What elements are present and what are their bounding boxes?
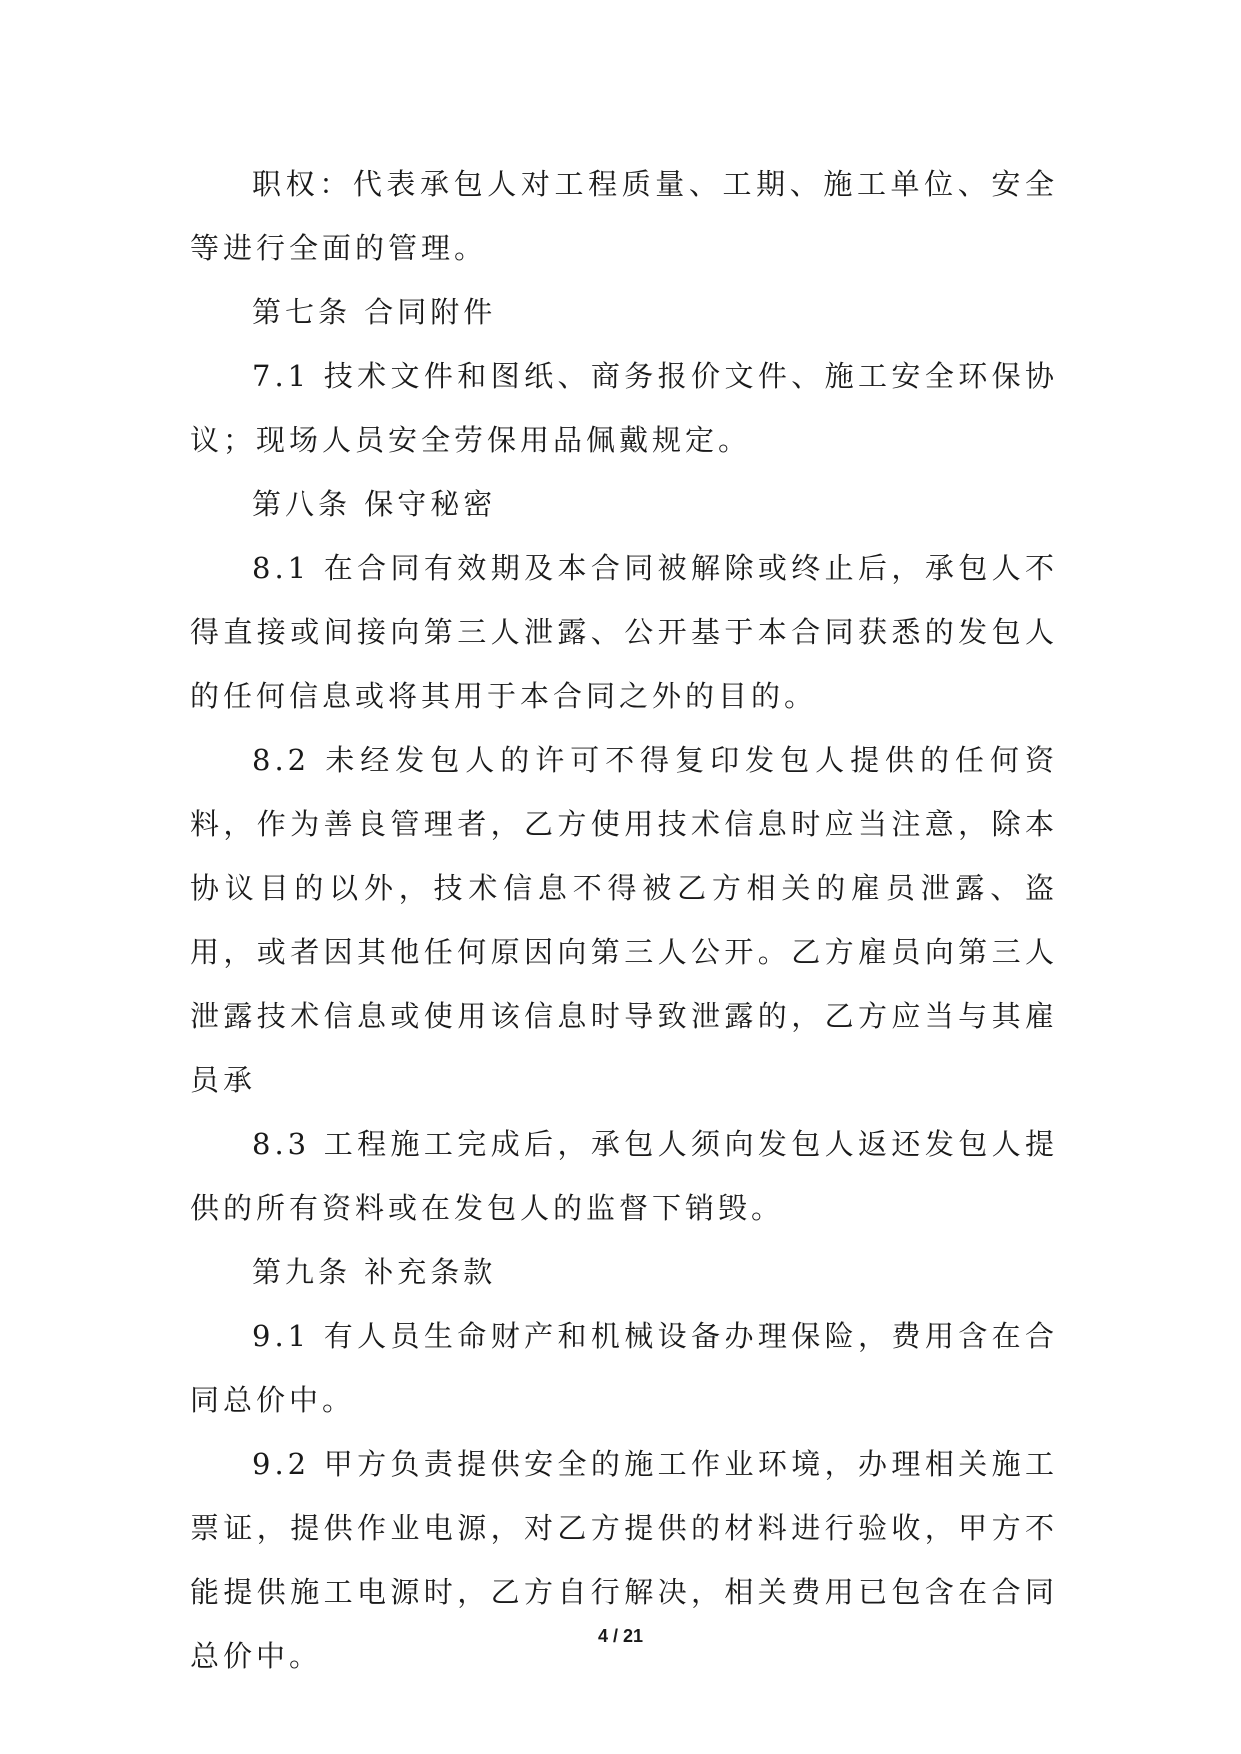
paragraph-8-2: 8.2 未经发包人的许可不得复印发包人提供的任何资料，作为善良管理者，乙方使用技术信息时应当注意，除本协议目的以外，技术信息不得被乙方相关的雇员泄露、盗用，或者因其他任何原因向第三人公开。乙方雇员向第三人泄露技术信息或使用该信息时导致泄露的，乙方应当与其雇员承 <box>190 743 1058 1097</box>
page-number: 4 / 21 <box>597 1626 644 1646</box>
article-9-heading: 第九条 补充条款 <box>252 1255 497 1289</box>
article-7-heading: 第七条 合同附件 <box>252 295 497 329</box>
paragraph-9-2: 9.2 甲方负责提供安全的施工作业环境，办理相关施工票证，提供作业电源，对乙方提供的材料进行验收，甲方不能提供施工电源时，乙方自行解决，相关费用已包含在合同总价中。 <box>190 1447 1058 1673</box>
document-body <box>190 152 1058 1688</box>
paragraph-8-1: 8.1 在合同有效期及本合同被解除或终止后，承包人不得直接或间接向第三人泄露、公开基于本合同获悉的发包人的任何信息或将其用于本合同之外的目的。 <box>190 551 1058 713</box>
paragraph-7-1: 7.1 技术文件和图纸、商务报价文件、施工安全环保协议；现场人员安全劳保用品佩戴规定。 <box>190 359 1058 457</box>
paragraph-8-3: 8.3 工程施工完成后，承包人须向发包人返还发包人提供的所有资料或在发包人的监督下销毁。 <box>190 1127 1058 1225</box>
paragraph-duty: 职权：代表承包人对工程质量、工期、施工单位、安全等进行全面的管理。 <box>190 167 1058 265</box>
article-8-heading: 第八条 保守秘密 <box>252 487 497 521</box>
paragraph-9-1: 9.1 有人员生命财产和机械设备办理保险，费用含在合同总价中。 <box>190 1319 1058 1417</box>
